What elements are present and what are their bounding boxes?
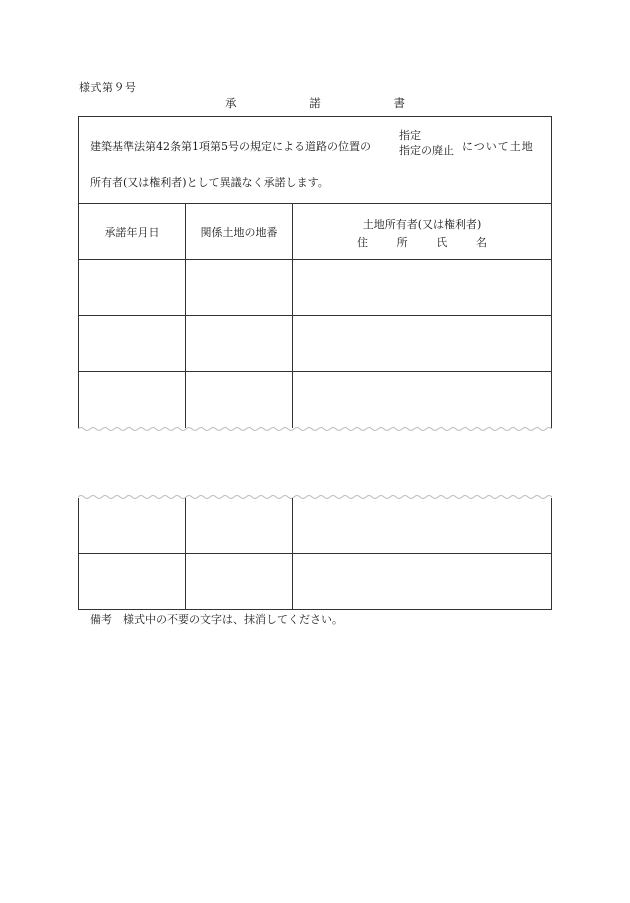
cell-lot[interactable] xyxy=(186,260,292,315)
table-row xyxy=(79,554,551,609)
cell-date[interactable] xyxy=(79,260,185,315)
statement-line-2: 所有者(又は権利者)として異議なく承諾します。 xyxy=(90,176,329,189)
cell-date[interactable] xyxy=(79,498,185,553)
cell-lot[interactable] xyxy=(186,498,292,553)
cell-lot[interactable] xyxy=(186,316,292,371)
statement-line-1: 建築基準法第42条第1項第5号の規定による道路の位置の xyxy=(90,140,371,153)
cell-lot[interactable] xyxy=(186,554,292,609)
table-row xyxy=(79,316,551,371)
choice-designation: 指定 xyxy=(399,129,421,142)
header-date: 承諾年月日 xyxy=(104,226,160,239)
cell-owner[interactable] xyxy=(293,260,551,315)
header-name-1: 氏 xyxy=(436,236,448,249)
cell-date[interactable] xyxy=(79,554,185,609)
statement-after-choice: について土地 xyxy=(462,140,534,153)
cell-date[interactable] xyxy=(79,316,185,371)
table-row xyxy=(79,372,551,427)
remarks-note: 備考 様式中の不要の文字は、抹消してください。 xyxy=(90,613,343,626)
table-row xyxy=(79,498,551,553)
form-number: 様式第９号 xyxy=(79,81,137,94)
title-char-2: 諾 xyxy=(309,96,321,110)
statement-box xyxy=(78,116,552,204)
header-address-1: 住 xyxy=(357,236,368,249)
document-title xyxy=(225,95,405,111)
header-owner xyxy=(293,216,551,250)
statement-choices xyxy=(399,128,454,158)
header-name-2: 名 xyxy=(475,236,487,249)
header-address-2: 所 xyxy=(396,236,408,249)
cell-owner[interactable] xyxy=(293,372,551,427)
title-char-3: 書 xyxy=(393,96,405,110)
break-line-top xyxy=(78,425,552,433)
table-bottom-border xyxy=(78,609,552,610)
choice-abolition: 指定の廃止 xyxy=(399,144,454,157)
header-owner-title: 土地所有者(又は権利者) xyxy=(362,218,482,231)
table-right-border xyxy=(551,204,552,428)
title-char-1: 承 xyxy=(225,96,237,110)
table-right-border-lower xyxy=(551,498,552,610)
header-lot-number: 関係土地の地番 xyxy=(200,226,278,239)
cell-owner[interactable] xyxy=(293,316,551,371)
cell-owner[interactable] xyxy=(293,554,551,609)
table-row xyxy=(79,260,551,315)
header-owner-subtitle xyxy=(357,234,487,250)
cell-owner[interactable] xyxy=(293,498,551,553)
cell-lot[interactable] xyxy=(186,372,292,427)
cell-date[interactable] xyxy=(79,372,185,427)
